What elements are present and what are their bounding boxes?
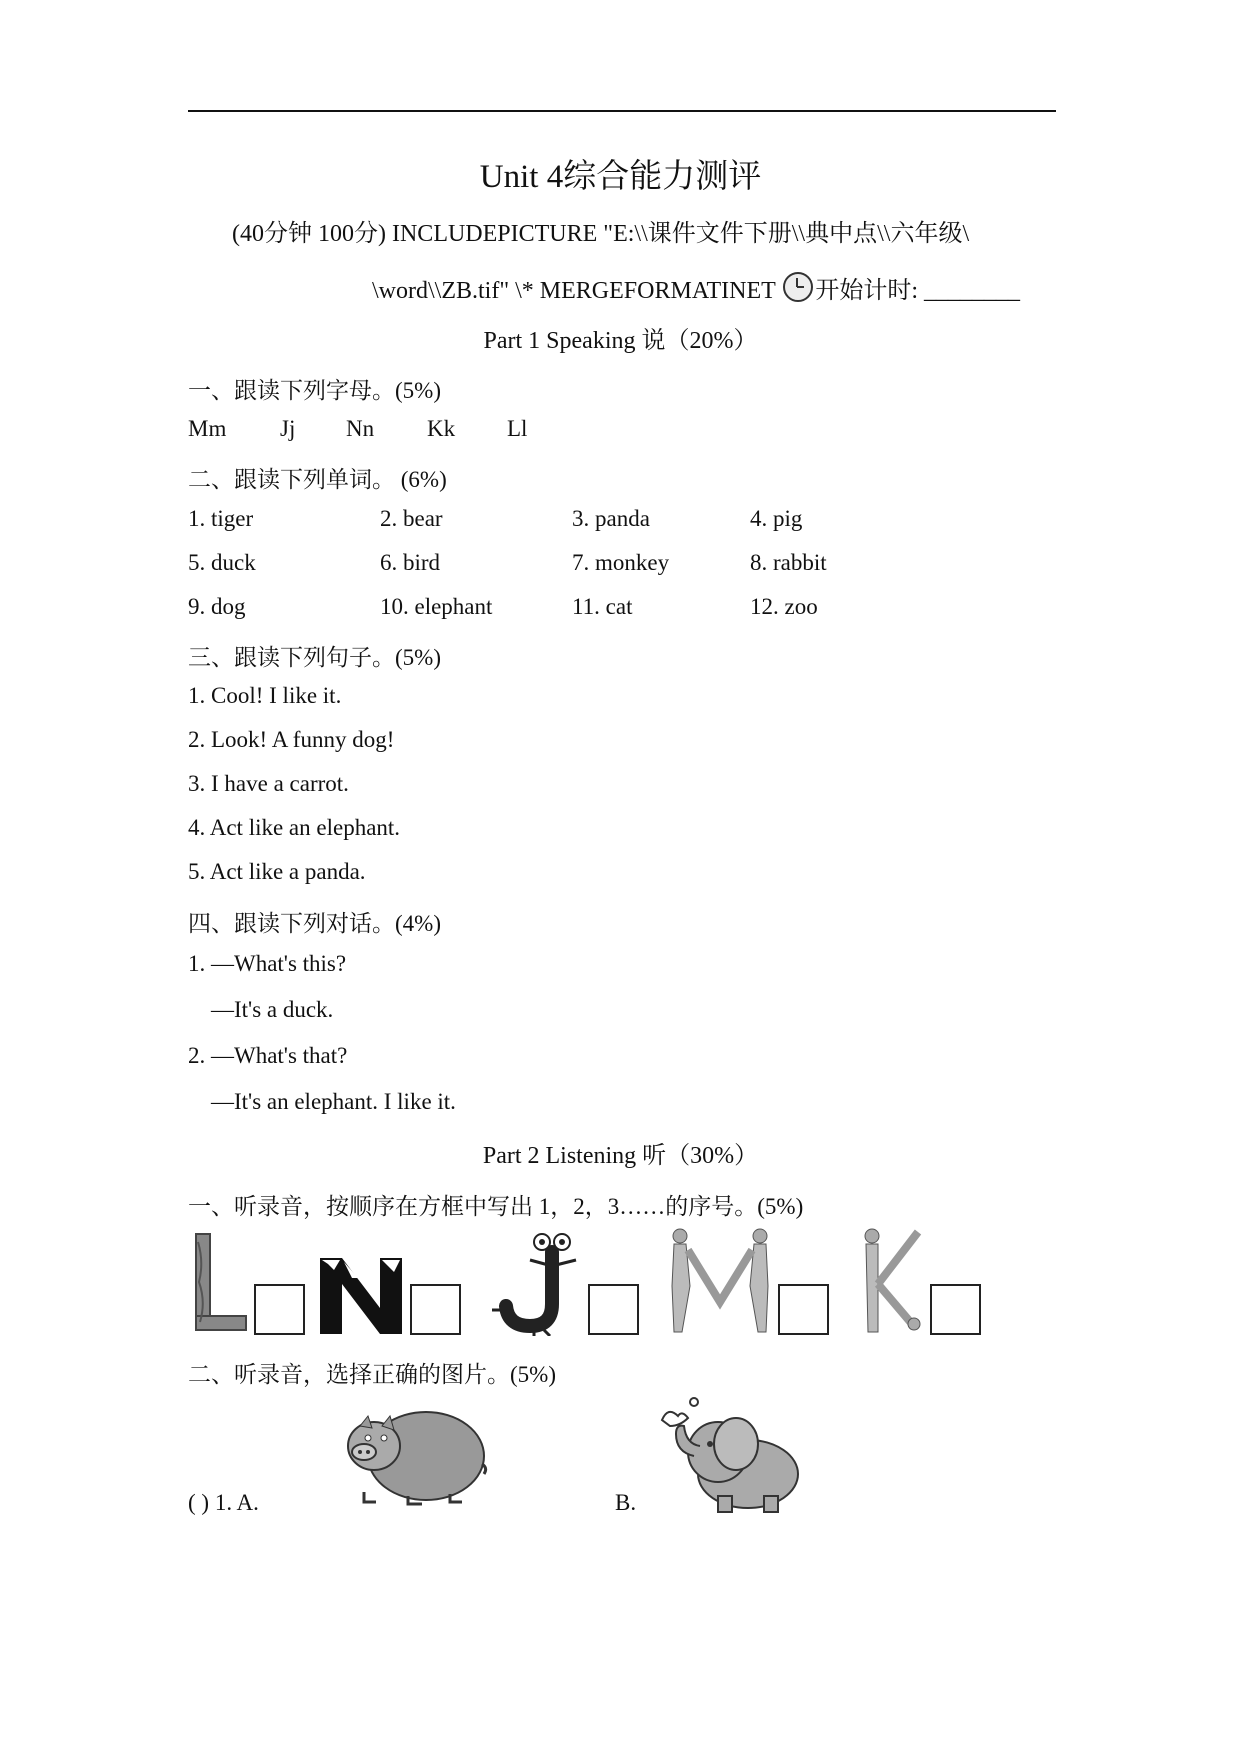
word-item: 11. cat [572, 594, 633, 619]
word-item: 4. pig [750, 506, 803, 531]
part2-sec1-heading: 一、听录音，按顺序在方框中写出 1，2，3……的序号。(5%) [188, 1194, 804, 1219]
letter-item: Kk [427, 416, 456, 441]
letter-j-picture [490, 1226, 586, 1336]
word-item: 6. bird [380, 550, 441, 575]
word-item: 5. duck [188, 550, 256, 575]
word-item: 2. bear [380, 506, 443, 531]
page-title: Unit 4综合能力测评 [479, 159, 762, 195]
sentence-item: 1. Cool! I like it. [188, 683, 342, 708]
clock-icon [783, 272, 813, 302]
word-item: 3. panda [572, 506, 650, 531]
dialogue-line: —It's an elephant. I like it. [211, 1089, 456, 1114]
question-1-prefix: ( ) 1. A. [188, 1490, 259, 1515]
elephant-picture[interactable] [652, 1396, 802, 1516]
field-code-text: \word\\ZB.tif" \* MERGEFORMATINET [372, 278, 776, 304]
timer-label: 计时: ________ [863, 278, 1021, 304]
letter-item: Jj [280, 416, 296, 441]
part1-title: Part 1 Speaking 说（20%） [483, 328, 758, 354]
word-item: 1. tiger [188, 506, 254, 531]
answer-box[interactable] [588, 1284, 639, 1335]
start-label: 开始 [815, 278, 864, 304]
dialogue-line: —It's a duck. [211, 997, 334, 1022]
part1-sec2-heading: 二、跟读下列单词。 (6%) [188, 467, 447, 492]
part2-sec2-heading: 二、听录音，选择正确的图片。(5%) [188, 1362, 556, 1387]
exam-meta-line-1: (40分钟 100分) INCLUDEPICTURE "E:\\课件文件下册\\典中点\\六年级\ [232, 221, 970, 247]
answer-box[interactable] [410, 1284, 461, 1335]
word-item: 10. elephant [380, 594, 493, 619]
dialogue-line: 2. —What's that? [188, 1043, 348, 1068]
dialogue-line: 1. —What's this? [188, 951, 347, 976]
sentence-item: 3. I have a carrot. [188, 771, 349, 796]
answer-box[interactable] [778, 1284, 829, 1335]
word-item: 9. dog [188, 594, 246, 619]
exam-meta-line-2 [372, 270, 1020, 305]
answer-box[interactable] [930, 1284, 981, 1335]
pig-picture[interactable] [338, 1404, 488, 1506]
letter-m-picture [666, 1226, 774, 1336]
sentence-item: 2. Look! A funny dog! [188, 727, 395, 752]
top-rule [188, 110, 1056, 112]
word-item: 8. rabbit [750, 550, 827, 575]
letter-l-picture [190, 1232, 250, 1336]
letter-item: Ll [507, 416, 528, 441]
word-item: 12. zoo [750, 594, 818, 619]
letter-k-picture [858, 1226, 928, 1336]
part1-sec1-heading: 一、跟读下列字母。(5%) [188, 378, 441, 403]
sentence-item: 5. Act like a panda. [188, 859, 366, 884]
letter-item: Mm [188, 416, 227, 441]
letter-n-picture [318, 1248, 406, 1336]
word-item: 7. monkey [572, 550, 670, 575]
letter-item: Nn [346, 416, 375, 441]
part1-sec4-heading: 四、跟读下列对话。(4%) [188, 911, 441, 936]
answer-box[interactable] [254, 1284, 305, 1335]
sentence-item: 4. Act like an elephant. [188, 815, 401, 840]
part2-title: Part 2 Listening 听（30%） [482, 1143, 759, 1169]
part1-sec3-heading: 三、跟读下列句子。(5%) [188, 645, 441, 670]
option-b-label: B. [615, 1490, 637, 1515]
